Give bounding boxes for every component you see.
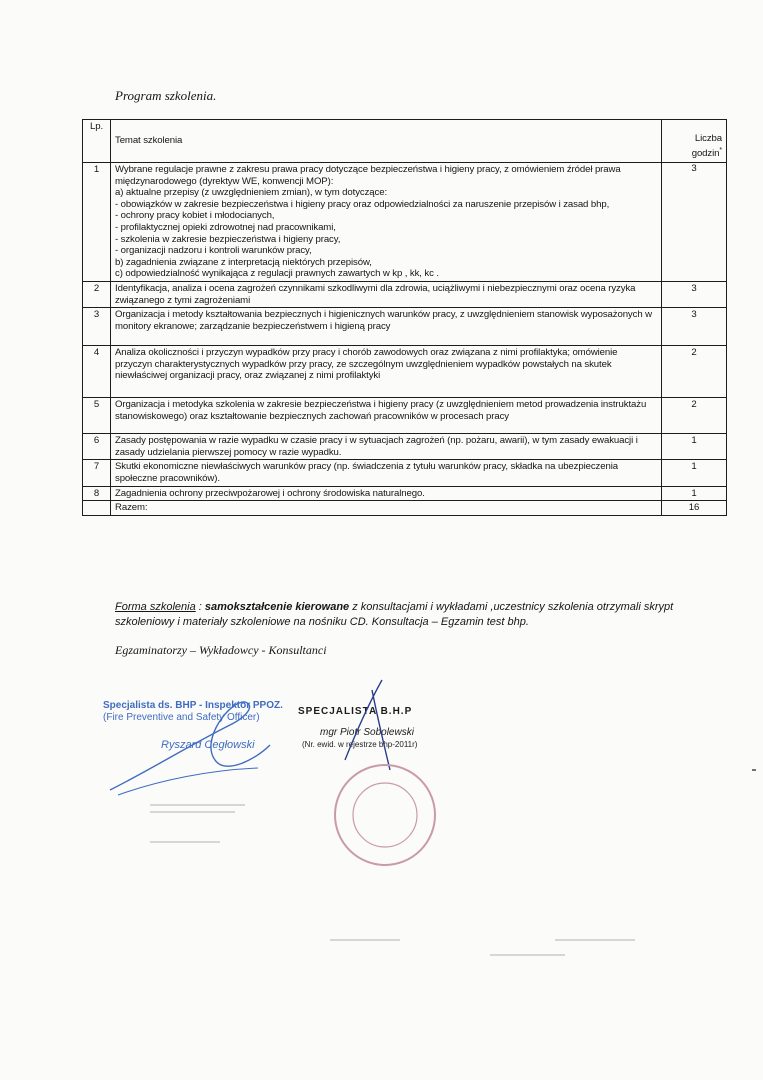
row-hours: 1	[662, 486, 727, 501]
row-hours: 3	[662, 308, 727, 346]
round-seal-icon	[335, 765, 435, 865]
stamp-right-title: SPECJALISTA B.H.P	[298, 706, 413, 717]
stamp-right-reg: (Nr. ewid. w rejestrze bhp-2011r)	[302, 740, 418, 749]
row-lp: 1	[83, 163, 111, 282]
training-form-note: Forma szkolenia : samokształcenie kierowane z konsultacjami i wykładami ,uczestnicy szkolenia otrzymali skrypt szkoleniowy i materiały szkoleniowe na nośniku CD. Konsultacja – Egzamin test bhp.	[115, 601, 674, 628]
topic-line: - profilaktycznej opieki zdrowotnej nad pracownikami,	[115, 221, 336, 233]
topic-line: Wybrane regulacje prawne z zakresu prawa pracy dotyczące bezpieczeństwa i higieny pracy, z omówieniem źródeł prawa międzynarodowego (dyrektyw WE, konwencji MOP):	[115, 164, 621, 187]
form-label: Forma szkolenia	[115, 601, 196, 613]
header-hours: Liczba godzin*	[662, 120, 727, 163]
row-lp: 5	[83, 398, 111, 434]
signature-left-flourish-icon	[118, 768, 258, 795]
topic-line: Zagadnienia ochrony przeciwpożarowej i ochrony środowiska naturalnego.	[115, 487, 425, 499]
signature-right-icon	[345, 680, 390, 770]
row-hours: 3	[662, 163, 727, 282]
header-lp: Lp.	[83, 120, 111, 163]
row-lp: 2	[83, 281, 111, 307]
topic-line: Organizacja i metodyka szkolenia w zakresie bezpieczeństwa i higieny pracy (z uwzględnieniem metod prowadzenia instruktażu stanowiskowego) oraz kształtowanie bezpiecznych zachowań pracowników w procesach pracy	[115, 399, 647, 422]
topic-line: c) odpowiedzialność wynikająca z regulacji prawnych zawartych w kp , kk, kc .	[115, 268, 439, 280]
topic-line: Identyfikacja, analiza i ocena zagrożeń czynnikami szkodliwymi dla zdrowia, uciążliwymi i niebezpiecznymi oraz ocena ryzyka związanego z tymi zagrożeniami	[115, 282, 636, 306]
row-hours: 2	[662, 346, 727, 398]
topic-line: - obowiązków w zakresie bezpieczeństwa i higieny pracy oraz odpowiedzialności za naruszenie przepisów i zasad bhp,	[115, 198, 610, 210]
total-label: Razem:	[111, 501, 662, 516]
topic-line: - ochrony pracy kobiet i młodocianych,	[115, 210, 275, 222]
page-heading: Program szkolenia.	[115, 88, 217, 103]
topic-line: Analiza okoliczności i przyczyn wypadków przy pracy i chorób zawodowych oraz związana z nimi profilaktyka; omówienie przyczyn charakterystycznych wypadków przy pracy, ze szczególnym uwzględnieniem wypadków powstałych na skutek niewłaściwej organizacji pracy, oraz związanej z nimi profilaktyki	[115, 347, 618, 382]
row-lp: 3	[83, 308, 111, 346]
form-description: z konsultacjami i wykładami ,uczestnicy szkolenia otrzymali skrypt szkoleniowy i materiały szkoleniowe na nośniku CD. Konsultacja – Egzamin test bhp.	[115, 601, 674, 628]
row-hours: 2	[662, 398, 727, 434]
header-topic: Temat szkolenia	[111, 120, 662, 163]
examiners-label: Egzaminatorzy – Wykładowcy - Konsultanci	[115, 643, 327, 657]
signature-left-icon	[110, 702, 270, 790]
row-lp: 6	[83, 434, 111, 460]
topic-line: - szkolenia w zakresie bezpieczeństwa i higieny pracy,	[115, 233, 341, 245]
row-lp: 4	[83, 346, 111, 398]
topic-line: a) aktualne przepisy (z uwzględnieniem zmian), w tym dotyczące:	[115, 187, 388, 199]
row-lp: 8	[83, 486, 111, 501]
stamp-left-name: Ryszard Cegłowski	[161, 739, 255, 751]
total-hours: 16	[662, 501, 727, 516]
stamp-left-title: Specjalista ds. BHP - Inspektor PPOZ.	[103, 700, 283, 711]
row-hours: 1	[662, 434, 727, 460]
stamp-right-name: mgr Piotr Sobolewski	[320, 727, 414, 738]
topic-line: Zasady postępowania w razie wypadku w czasie pracy i w sytuacjach zagrożeń (np. pożaru, awarii), w tym zasady ewakuacji i zasady udzielania pierwszej pomocy w razie wypadku.	[115, 435, 638, 458]
topic-line: Organizacja i metody kształtowania bezpiecznych i higienicznych warunków pracy, z uwzględnieniem stanowisk wyposażonych w monitory ekranowe; zarządzanie bezpieczeństwem i higieną pracy	[115, 309, 652, 332]
row-hours: 3	[662, 281, 727, 307]
row-lp: 7	[83, 460, 111, 486]
row-hours: 1	[662, 460, 727, 486]
form-type: samokształcenie kierowane	[204, 601, 350, 613]
topic-line: - organizacji nadzoru i kontroli warunków pracy,	[115, 245, 312, 257]
ghost-text-icon	[150, 805, 635, 955]
topic-line: b) zagadnienia związane z interpretacją niektórych przepisów,	[115, 256, 372, 268]
topic-line: Skutki ekonomiczne niewłaściwych warunków pracy (np. świadczenia z tytułu warunków pracy, składka na ubezpieczenia społeczne pracowników).	[115, 461, 618, 484]
stamp-left-subtitle: (Fire Preventive and Safety Officer)	[103, 712, 260, 723]
